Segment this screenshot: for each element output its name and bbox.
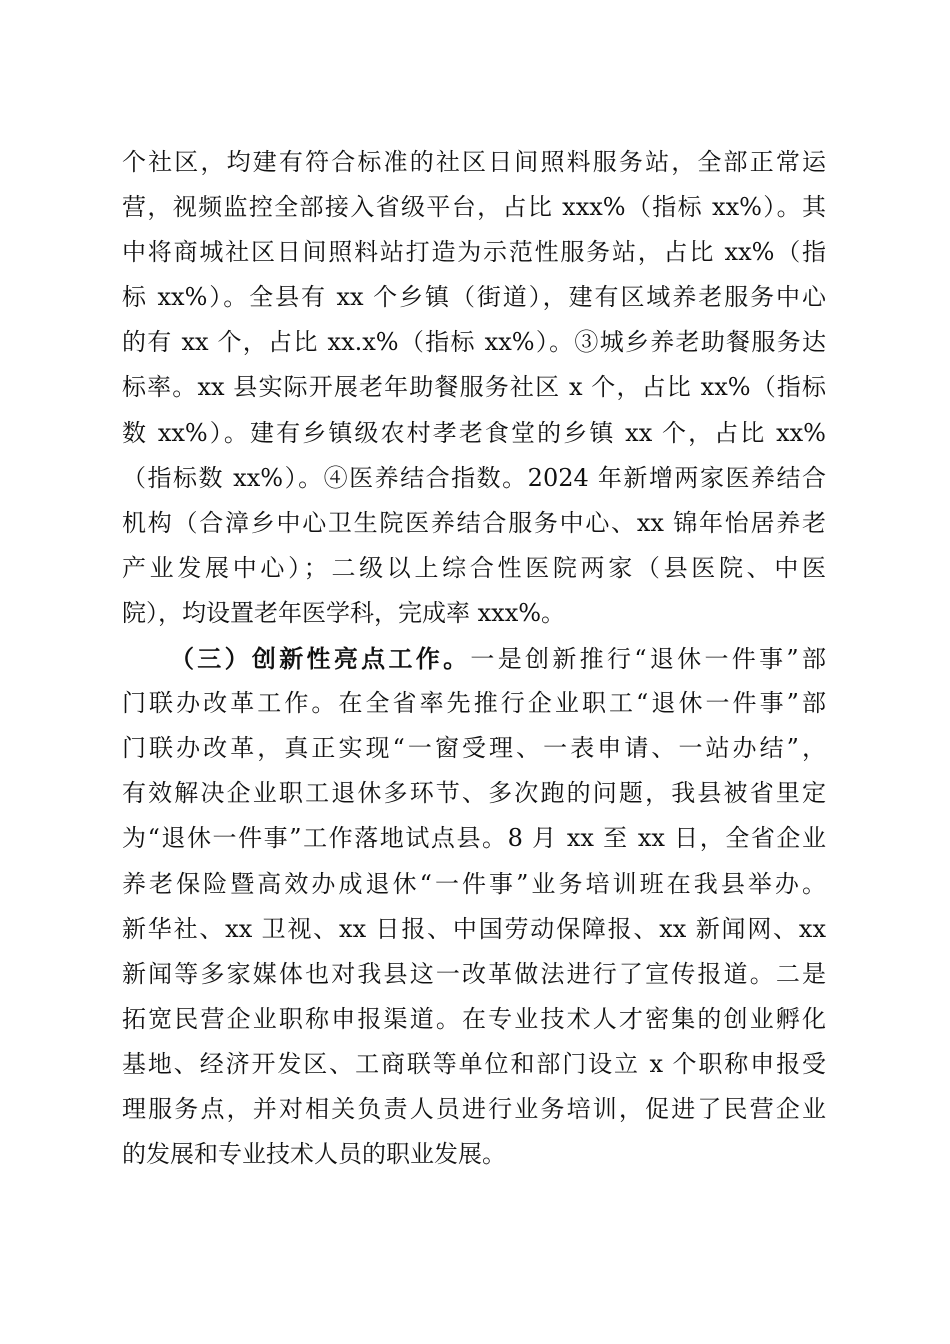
text-line: 产业发展中心）；二级以上综合性医院两家（县医院、中医 — [122, 553, 826, 582]
paragraph-innovation-highlights — [122, 636, 826, 1177]
text-line: 中将商城社区日间照料站打造为示范性服务站，占比 xx%（指 — [122, 238, 826, 267]
text-line: 拓宽民营企业职称申报渠道。在专业技术人才密集的创业孵化 — [122, 1004, 826, 1033]
document-page — [122, 140, 826, 1177]
text-line: 新华社、xx 卫视、xx 日报、中国劳动保障报、xx 新闻网、xx — [122, 914, 826, 943]
section-heading: （三）创新性亮点工作。 — [170, 644, 471, 674]
text-line: 基地、经济开发区、工商联等单位和部门设立 x 个职称申报受 — [122, 1049, 826, 1078]
text-line: 理服务点，并对相关负责人员进行业务培训，促进了民营企业 — [122, 1094, 826, 1123]
text-line: 标 xx%）。全县有 xx 个乡镇（街道），建有区域养老服务中心 — [122, 283, 826, 312]
text-line: 为“退休一件事”工作落地试点县。8 月 xx 至 xx 日，全省企业 — [122, 824, 826, 853]
text-line: 标率。xx 县实际开展老年助餐服务社区 x 个，占比 xx%（指标 — [122, 373, 826, 402]
text-line: 门联办改革工作。在全省率先推行企业职工“退休一件事”部 — [122, 689, 826, 718]
text-line: （指标数 xx%）。④医养结合指数。2024 年新增两家医养结合 — [122, 463, 826, 492]
text-line: 机构（合漳乡中心卫生院医养结合服务中心、xx 锦年怡居养老 — [122, 508, 826, 537]
text-run: 一是创新推行“退休一件事”部 — [470, 645, 826, 674]
text-line: 的有 xx 个，占比 xx.x%（指标 xx%）。③城乡养老助餐服务达 — [122, 328, 826, 357]
text-line: 养老保险暨高效办成退休“一件事”业务培训班在我县举办。 — [122, 869, 826, 898]
text-line: 门联办改革，真正实现“一窗受理、一表申请、一站办结”， — [122, 734, 826, 763]
text-line: 营，视频监控全部接入省级平台，占比 xxx%（指标 xx%）。其 — [122, 193, 826, 222]
text-line: 院），均设置老年医学科，完成率 xxx%。 — [122, 598, 566, 627]
text-line: 个社区，均建有符合标准的社区日间照料服务站，全部正常运 — [122, 148, 826, 176]
text-line: 新闻等多家媒体也对我县这一改革做法进行了宣传报道。二是 — [122, 959, 826, 988]
text-line: 有效解决企业职工退休多环节、多次跑的问题，我县被省里定 — [122, 779, 826, 808]
text-line: 数 xx%）。建有乡镇级农村孝老食堂的乡镇 xx 个，占比 xx% — [122, 418, 826, 447]
text-line: 的发展和专业技术人员的职业发展。 — [122, 1140, 506, 1169]
paragraph-elderly-services — [122, 140, 826, 636]
text-line — [122, 636, 826, 681]
